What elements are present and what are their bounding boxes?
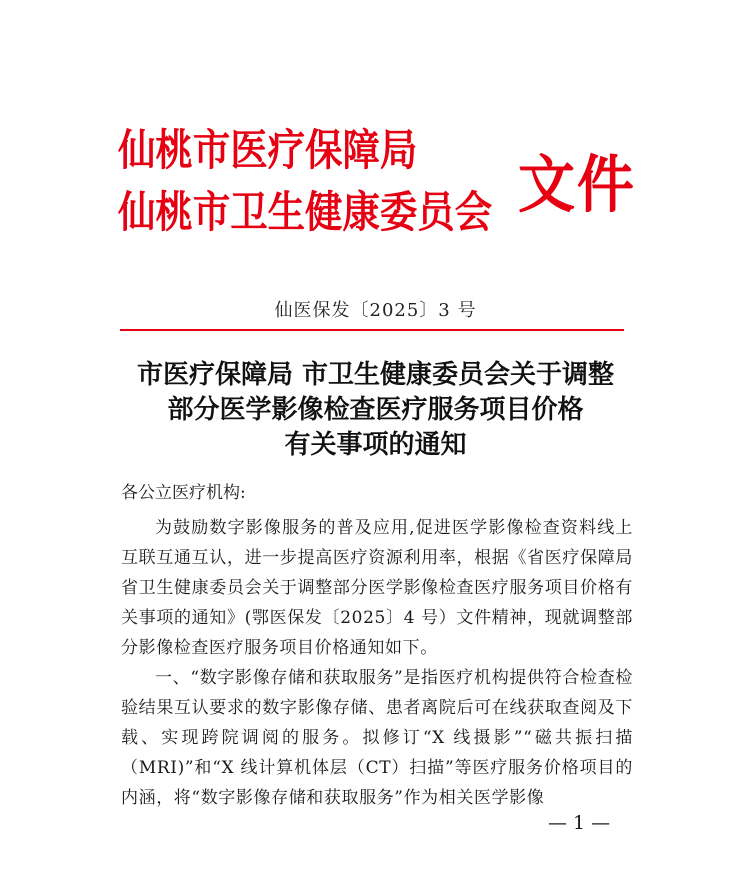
red-divider-line (120, 329, 624, 331)
title-line-2: 部分医学影像检查医疗服务项目价格 (167, 395, 584, 425)
page-number: — 1 — (548, 812, 611, 834)
issuer-block (118, 124, 548, 240)
body-paragraph-1: 为鼓励数字影像服务的普及应用,促进医学影像检查资料线上互联互通互认，进一步提高医疗资源利用率，根据《省医疗保障局 省卫生健康委员会关于调整部分医学影像检查医疗服务项目价格有关事项的通知》(鄂医保发〔2025〕4 号）文件精神，现就调整部分影像检查医疗服务项目价格通知如下。 (121, 518, 633, 658)
salutation: 各公立医疗机构: (121, 483, 246, 503)
document-number: 仙医保发〔2025〕3 号 (274, 300, 477, 321)
body-paragraph-2: 一、“数字影像存储和获取服务”是指医疗机构提供符合检查检验结果互认要求的数字影像存储、患者离院后可在线获取查阅及下载、实现跨院调阅的服务。拟修订“X 线摄影”“磁共振扫描（MRI)”和“X 线计算机体层（CT）扫描”等医疗服务价格项目的内涵，将“数字影像存储和获取服务”作为相关医学影像 (121, 668, 633, 808)
issuer-medical-security-bureau: 仙桃市医疗保障局 (118, 126, 418, 176)
issuer-health-commission: 仙桃市卫生健康委员会 (118, 188, 493, 238)
document-type-label: 文件 (518, 148, 636, 221)
title-line-3: 有关事项的通知 (284, 430, 467, 460)
notice-title (0, 358, 751, 463)
title-line-1: 市医疗保障局 市卫生健康委员会关于调整 (136, 360, 615, 390)
